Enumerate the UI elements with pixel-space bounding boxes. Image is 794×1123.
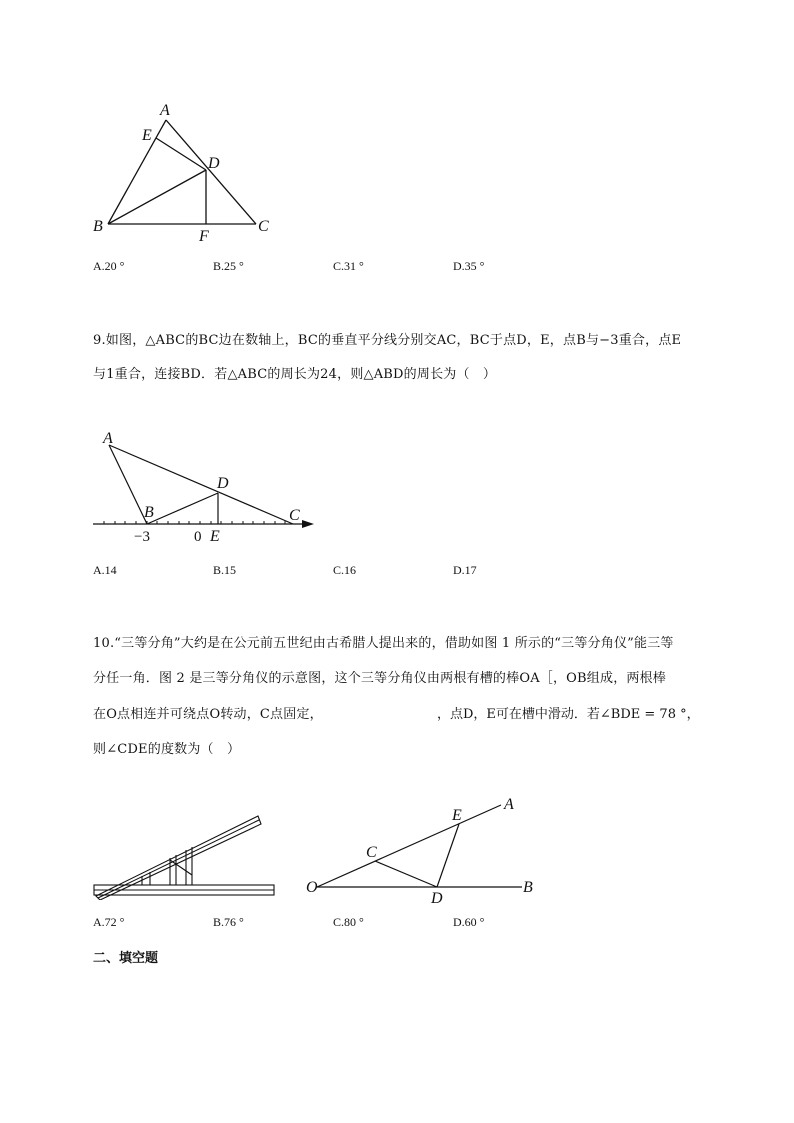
q10-label-C: C: [366, 844, 377, 861]
q10-option-c: C.80 °: [333, 915, 364, 929]
q10-label-B: B: [523, 879, 533, 896]
q9-tick-zero: 0: [194, 529, 202, 545]
q9-option-d: D.17: [453, 563, 477, 577]
q10-option-a: A.72 °: [93, 915, 125, 929]
q8-label-E: E: [142, 127, 152, 144]
q8-label-F: F: [199, 228, 209, 245]
q9-label-C: C: [289, 507, 300, 524]
q10-option-d: D.60 °: [453, 915, 485, 929]
q8-option-b: B.25 °: [213, 259, 244, 273]
q10-trisector-device-figure: [90, 810, 280, 900]
q10-label-E: E: [452, 807, 462, 824]
q8-triangle-figure: [90, 100, 290, 250]
q10-option-b: B.76 °: [213, 915, 244, 929]
q9-option-b: B.15: [213, 563, 237, 577]
q10-label-O: O: [306, 879, 318, 896]
q10-text-line-3b: ，点D，E可在槽中滑动．若∠BDE = 78 °，: [437, 707, 700, 722]
q9-option-a: A.14: [93, 563, 117, 577]
q10-text-line-3a: 在O点相连并可绕点O转动，C点固定，: [93, 707, 323, 722]
q9-label-D: D: [217, 475, 229, 492]
q10-text-line-2: 分任一角．图 2 是三等分角仪的示意图，这个三等分角仪由两根有槽的棒OA［，OB组成，两根棒: [93, 671, 666, 686]
q10-label-A: A: [504, 796, 514, 813]
q9-text-line-2: 与1重合，连接BD．若△ABC的周长为24，则△ABD的周长为（ ）: [93, 367, 497, 382]
q8-label-A: A: [160, 102, 170, 119]
q8-label-C: C: [258, 218, 269, 235]
q8-option-a: A.20 °: [93, 259, 125, 273]
q8-option-d: D.35 °: [453, 259, 485, 273]
q8-label-B: B: [93, 218, 103, 235]
q10-text-line-1: 10.“三等分角”大约是在公元前五世纪由古希腊人提出来的，借助如图 1 所示的“三等分角仪”能三等: [93, 636, 674, 651]
q9-number-line-figure: [90, 425, 320, 550]
q9-text-line-1: 9.如图，△ABC的BC边在数轴上，BC的垂直平分线分别交AC，BC于点D，E，点B与−3重合，点E: [93, 333, 682, 348]
q10-text-line-4: 则∠CDE的度数为（ ）: [93, 742, 241, 757]
q9-option-c: C.16: [333, 563, 357, 577]
q9-label-B: B: [144, 504, 154, 521]
q9-label-E: E: [210, 528, 220, 545]
q8-option-c: C.31 °: [333, 259, 364, 273]
section-heading-fill-in: 二、填空题: [93, 951, 159, 966]
q8-label-D: D: [208, 155, 220, 172]
q9-tick-minus3: −3: [134, 529, 150, 545]
q10-schematic-figure: [300, 790, 540, 910]
q10-label-D: D: [431, 890, 443, 907]
q9-label-A: A: [103, 430, 113, 447]
